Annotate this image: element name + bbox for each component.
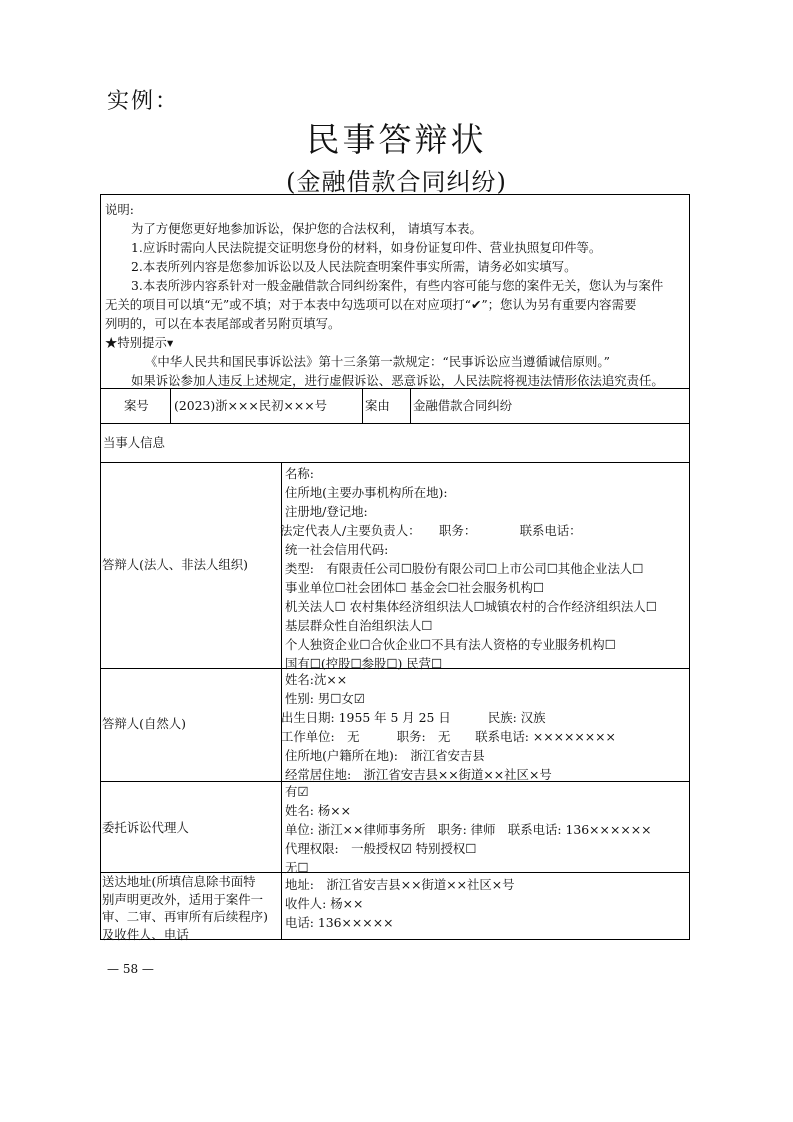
service-address-line: 地址: 浙江省安吉县××街道××社区×号 [285,877,515,892]
row-divider [100,388,690,389]
legal-representative-line: 法定代表人/主要负责人： 职务： 联系电话： [280,523,582,538]
natural-residence-line: 经常居住地: 浙江省安吉县××街道××社区×号 [285,767,552,782]
agent-authority-line: 代理权限: 一般授权☑ 特别授权☐ [285,841,477,856]
service-details [283,875,515,932]
row-divider [100,462,690,463]
tip-line: 如果诉讼参加人违反上述规定，进行虚假诉讼、恶意诉讼，人民法院将视违法情形依法追究责任。 [131,373,664,388]
col-divider [170,388,171,423]
service-phone-line: 电话: 136××××× [285,915,394,930]
natural-work-line: 工作单位: 无 职务: 无 联系电话: ×××××××× [281,729,616,744]
service-label-line: 送达地址(所填信息除书面特 [102,874,256,889]
notes-line: 无关的项目可以填“无”或不填；对于本表中勾选项可以在对应项打“✔”；您认为另有重要内容需要 [105,297,637,312]
service-label [102,873,268,943]
tip-heading: ★特别提示▾ [105,335,174,350]
notes-line: 为了方便您更好地参加诉讼，保护您的合法权利， 请填写本表。 [131,221,482,236]
agent-no-line: 无☐ [285,860,309,875]
legal-type-line: 事业单位☐社会团体☐ 基金会☐社会服务机构☐ [285,580,545,595]
legal-name-line: 名称: [285,466,314,481]
agent-details [283,782,651,877]
legal-type-line: 类型: 有限责任公司☐股份有限公司☐上市公司☐其他企业法人☐ [285,561,644,576]
legal-address-line: 住所地(主要办事机构所在地): [285,485,448,500]
notes-heading: 说明: [105,202,134,217]
legal-type-line: 基层群众性自治组织法人☐ [285,618,433,633]
document-subtitle: (金融借款合同纠纷) [286,168,507,196]
case-number-value: (2023)浙×××民初×××号 [174,398,328,413]
case-cause-value: 金融借款合同纠纷 [413,398,513,413]
legal-type-line: 个人独资企业☐合伙企业☐不具有法人资格的专业服务机构☐ [285,637,616,652]
case-number-label: 案号 [124,398,149,413]
notes-line: 2.本表所列内容是您参加诉讼以及人民法院查明案件事实所需，请务必如实填写。 [131,259,577,274]
notes-line: 3.本表所涉内容系针对一般金融借款合同纠纷案件，有些内容可能与您的案件无关，您认为与案件 [131,278,664,293]
agent-yes-line: 有☑ [285,784,309,799]
col-divider [410,388,411,423]
service-label-line: 别声明更改外，适用于案件一 [102,891,264,907]
natural-person-label: 答辩人(自然人) [102,716,187,731]
service-label-line: 及收件人、电话 [102,926,189,942]
col-divider [362,388,363,423]
legal-person-label: 答辩人(法人、非法人组织) [102,557,248,572]
party-info-heading: 当事人信息 [103,435,165,450]
natural-birth-line: 出生日期: 1955 年 5 月 25 日 民族: 汉族 [281,710,546,725]
legal-ownership-line: 国有☐(控股☐参股☐) 民营☐ [285,656,443,671]
legal-type-line: 机关法人☐ 农村集体经济组织法人☐城镇农村的合作经济组织法人☐ [285,599,657,614]
natural-gender-line: 性别: 男☐女☑ [285,691,365,706]
legal-registered-line: 注册地/登记地: [285,504,368,519]
notes-line: 列明的，可以在本表尾部或者另附页填写。 [105,316,341,331]
legal-credit-code-line: 统一社会信用代码: [285,542,389,557]
service-label-line: 审、二审、再审所有后续程序) [102,909,268,924]
natural-person-details [283,670,616,784]
example-label: 实例： [107,89,180,114]
natural-name-line: 姓名:沈×× [285,672,348,687]
notes-line: 1.应诉时需向人民法院提交证明您身份的材料，如身份证复印件、营业执照复印件等。 [131,240,602,255]
agent-label: 委托诉讼代理人 [102,820,189,835]
tip-line: 《中华人民共和国民事诉讼法》第十三条第一款规定：“民事诉讼应当遵循诚信原则。” [145,354,610,369]
natural-domicile-line: 住所地(户籍所在地): 浙江省安吉县 [285,748,485,763]
agent-name-line: 姓名: 杨×× [285,803,352,818]
case-cause-label: 案由 [365,398,390,413]
row-divider [100,423,690,424]
service-recipient-line: 收件人: 杨×× [285,896,364,911]
agent-unit-line: 单位: 浙江××律师事务所 职务: 律师 联系电话: 136×××××× [285,822,652,837]
notes-section [105,200,687,390]
page-number: — 58 — [107,962,154,976]
legal-person-details [280,464,657,673]
document-title: 民事答辩状 [306,120,487,159]
